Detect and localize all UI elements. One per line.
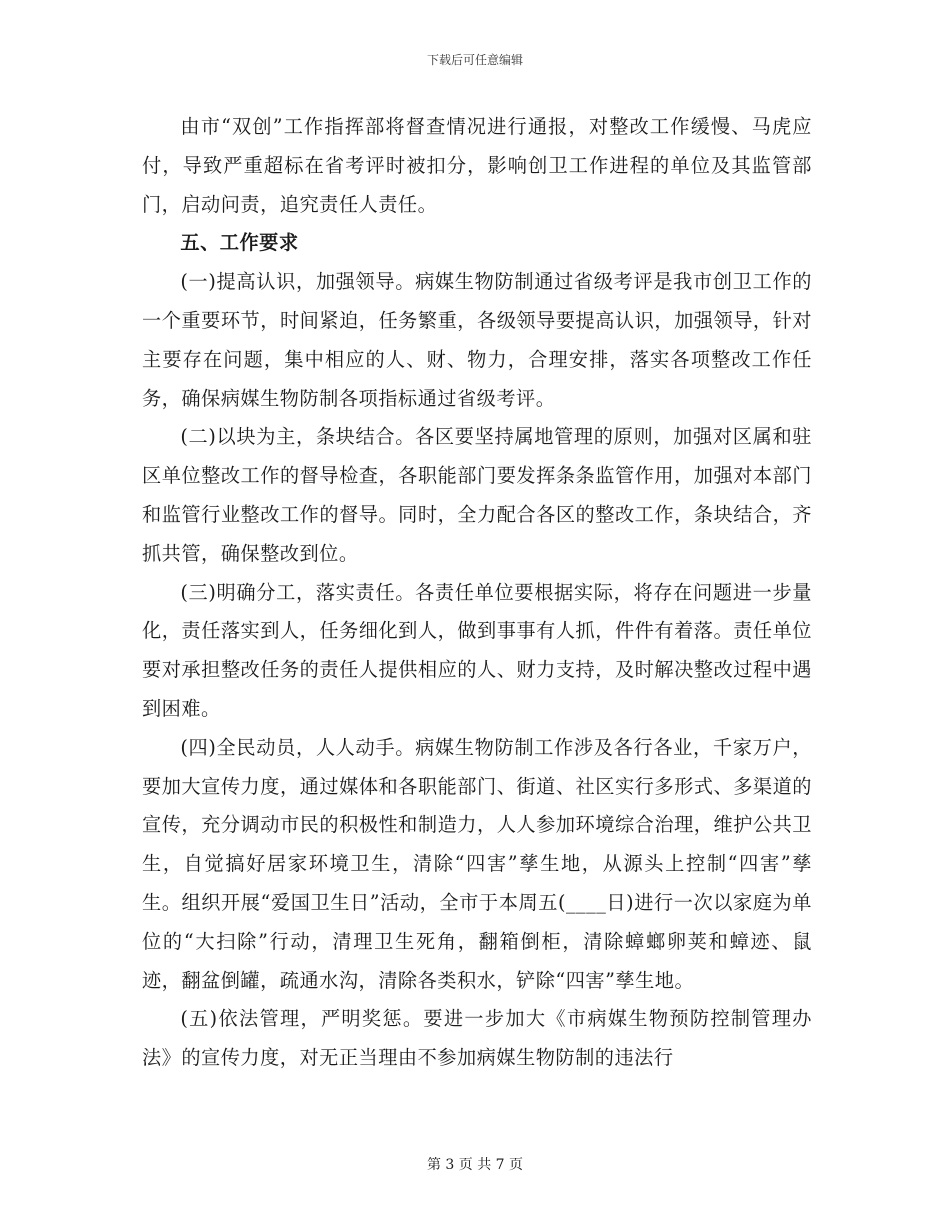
- paragraph-requirement-4: (四)全民动员，人人动手。病媒生物防制工作涉及各行各业，千家万户，要加大宣传力度，通过媒体和各职能部门、街道、社区实行多形式、多渠道的宣传，充分调动市民的积极性和制造力，人人参加环境综合治理，维护公共卫生，自觉搞好居家环境卫生，清除“四害”孳生地，从源头上控制“四害”孳生。组织开展“爱国卫生日”活动，全市于本周五(____日)进行一次以家庭为单位的“大扫除”行动，清理卫生死角，翻箱倒柜，清除蟑螂卵荚和蟑迹、鼠迹，翻盆倒罐，疏通水沟，清除各类积水，铲除“四害”孳生地。: [142, 735, 812, 992]
- section-heading-work-requirements: 五、工作要求: [180, 231, 299, 255]
- page-number-footer: 第 3 页 共 7 页: [426, 1157, 524, 1173]
- document-body: [142, 108, 812, 1078]
- paragraph-requirement-2: (二)以块为主，条块结合。各区要坚持属地管理的原则，加强对区属和驻区单位整改工作的督导检查，各职能部门要发挥条条监管作用，加强对本部门和监管行业整改工作的督导。同时，全力配合各区的整改工作，条块结合，齐抓共管，确保整改到位。: [142, 425, 812, 565]
- paragraph-requirement-1: (一)提高认识，加强领导。病媒生物防制通过省级考评是我市创卫工作的一个重要环节，时间紧迫，任务繁重，各级领导要提高认识，加强领导，针对主要存在问题，集中相应的人、财、物力，合理安排，落实各项整改工作任务，确保病媒生物防制各项指标通过省级考评。: [142, 270, 812, 410]
- paragraph-requirement-3: (三)明确分工，落实责任。各责任单位要根据实际，将存在问题进一步量化，责任落实到人，任务细化到人，做到事事有人抓，件件有着落。责任单位要对承担整改任务的责任人提供相应的人、财力支持，及时解决整改过程中遇到困难。: [142, 580, 812, 720]
- paragraph-requirement-5: (五)依法管理，严明奖惩。要进一步加大《市病媒生物预防控制管理办法》的宣传力度，对无正当理由不参加病媒生物防制的违法行: [142, 1007, 812, 1070]
- paragraph-accountability: 由市“双创”工作指挥部将督查情况进行通报，对整改工作缓慢、马虎应付，导致严重超标在省考评时被扣分，影响创卫工作进程的单位及其监管部门，启动问责，追究责任人责任。: [142, 115, 812, 216]
- page-header: 下载后可任意编辑: [426, 53, 523, 67]
